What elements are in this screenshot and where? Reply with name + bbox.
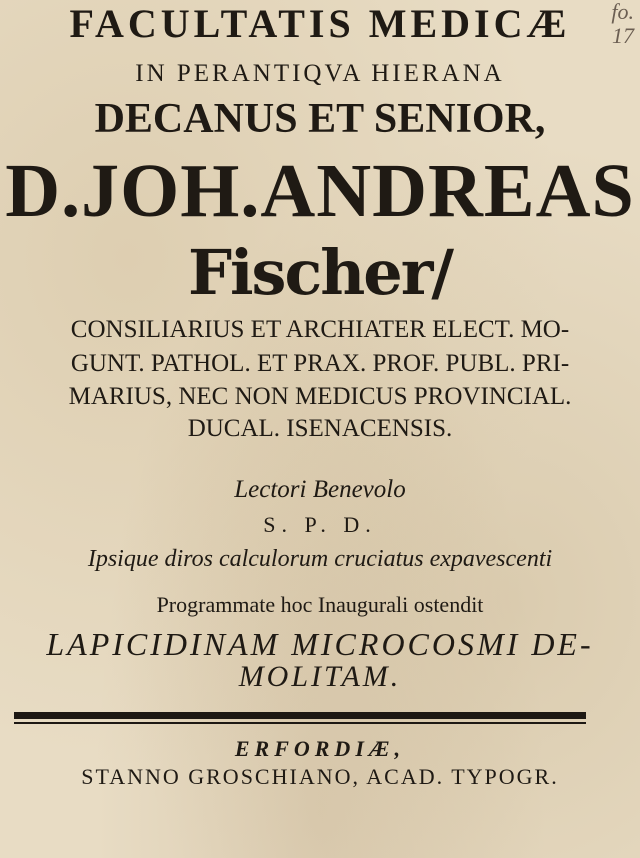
titles-line-4: DUCAL. ISENACENSIS. xyxy=(187,415,453,442)
programmate-line: Programmate hoc Inaugurali ostendit xyxy=(156,592,484,617)
imprint-printer: STANNO GROSCHIANO, ACAD. TYPOGR. xyxy=(81,764,559,789)
heading-rank: DECANUS ET SENIOR, xyxy=(94,96,546,142)
author-surname-blackletter: Fischer/ xyxy=(187,236,453,309)
subject-title-line-2: MOLITAM. xyxy=(238,660,402,693)
imprint-place: ERFORDIÆ, xyxy=(234,736,406,761)
shelfmark-line-2: 17 xyxy=(612,23,634,48)
divider-thin xyxy=(14,722,586,724)
heading-faculty: FACULTATIS MEDICÆ xyxy=(69,1,571,46)
shelfmark-line-1: fo. xyxy=(611,0,634,24)
titles-line-2: GUNT. PATHOL. ET PRAX. PROF. PUBL. PRI- xyxy=(70,350,570,377)
subject-title-line-1: LAPICIDINAM MICROCOSMI DE- xyxy=(46,626,594,662)
dedication-ipsique: Ipsique diros calculorum cruciatus expavescenti xyxy=(87,546,553,572)
heading-location: IN PERANTIQVA HIERANA xyxy=(135,60,505,87)
divider-thick xyxy=(14,712,586,719)
salutation-spd: S. P. D. xyxy=(263,512,377,537)
titles-line-1: CONSILIARIUS ET ARCHIATER ELECT. MO- xyxy=(70,316,570,343)
titles-line-3: MARIUS, NEC NON MEDICUS PROVINCIAL. xyxy=(68,383,572,410)
dedication-lectori: Lectori Benevolo xyxy=(234,476,406,503)
author-given-names: D.JOH.ANDREAS xyxy=(5,149,635,233)
